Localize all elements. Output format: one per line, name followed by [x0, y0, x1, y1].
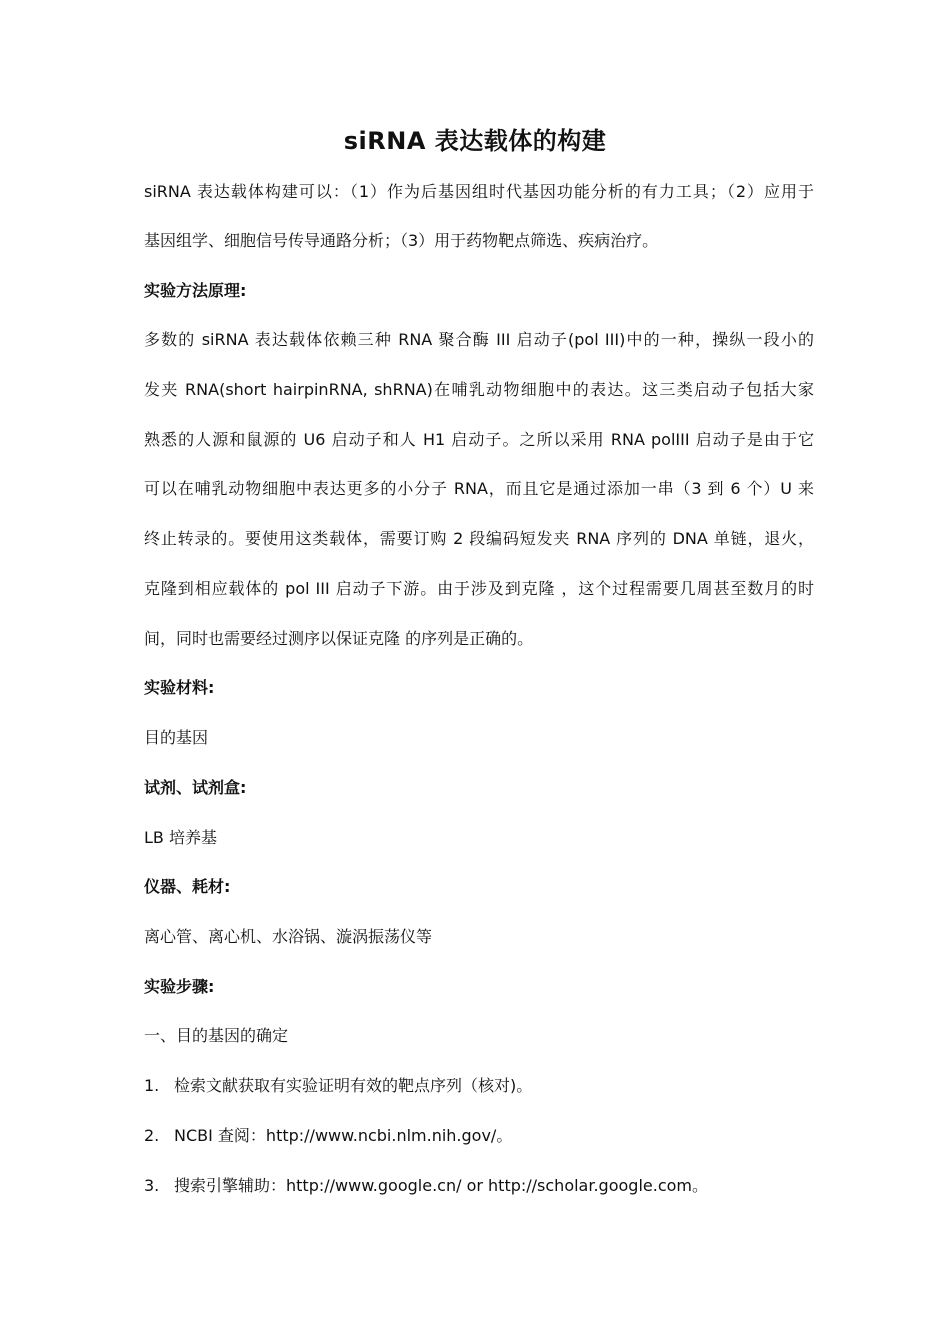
principle-line-4: 可以在哺乳动物细胞中表达更多的小分子 RNA，而且它是通过添加一串（3 到 6 个）U 来: [144, 479, 814, 498]
principle-line-5: 终止转录的。要使用这类载体，需要订购 2 段编码短发夹 RNA 序列的 DNA 单链，退火，: [144, 529, 814, 548]
step-item: [144, 1174, 814, 1198]
principle-line-2: 发夹 RNA(short hairpinRNA, shRNA)在哺乳动物细胞中的表达。这三类启动子包括大家: [144, 380, 814, 399]
step-text: NCBI 查阅：http://www.ncbi.nlm.nih.gov/。: [174, 1126, 513, 1145]
document-title: siRNA 表达载体的构建: [343, 127, 607, 155]
principle-line-6: 克隆到相应载体的 pol III 启动子下游。由于涉及到克隆 ，这个过程需要几周甚至数月的时: [144, 579, 814, 598]
instruments-heading: 仪器、耗材:: [144, 877, 231, 896]
materials-text: 目的基因: [144, 728, 209, 747]
steps-section-one: 一、目的基因的确定: [144, 1026, 289, 1045]
principle-heading: 实验方法原理:: [144, 281, 247, 300]
step-text: 检索文献获取有实验证明有效的靶点序列（核对)。: [174, 1076, 533, 1095]
step-number: 3.: [144, 1176, 160, 1195]
reagents-text: LB 培养基: [144, 828, 217, 847]
step-number: 2.: [144, 1126, 160, 1145]
intro-line-1: siRNA 表达载体构建可以：（1）作为后基因组时代基因功能分析的有力工具；（2）应用于: [144, 182, 814, 201]
reagents-heading: 试剂、试剂盒:: [144, 778, 247, 797]
step-text: 搜索引擎辅助：http://www.google.cn/ or http://scholar.google.com。: [174, 1176, 708, 1195]
step-item: [144, 1124, 814, 1148]
principle-line-3: 熟悉的人源和鼠源的 U6 启动子和人 H1 启动子。之所以采用 RNA polIII 启动子是由于它: [144, 430, 814, 449]
principle-line-7: 间，同时也需要经过测序以保证克隆 的序列是正确的。: [144, 629, 534, 648]
instruments-text: 离心管、离心机、水浴锅、漩涡振荡仪等: [144, 927, 433, 946]
materials-heading: 实验材料:: [144, 678, 215, 697]
step-item: [144, 1074, 814, 1098]
step-number: 1.: [144, 1076, 160, 1095]
intro-line-2: 基因组学、细胞信号传导通路分析；（3）用于药物靶点筛选、疾病治疗。: [144, 231, 659, 250]
principle-line-1: 多数的 siRNA 表达载体依赖三种 RNA 聚合酶 III 启动子(pol III)中的一种，操纵一段小的: [144, 330, 814, 349]
steps-heading: 实验步骤:: [144, 977, 215, 996]
